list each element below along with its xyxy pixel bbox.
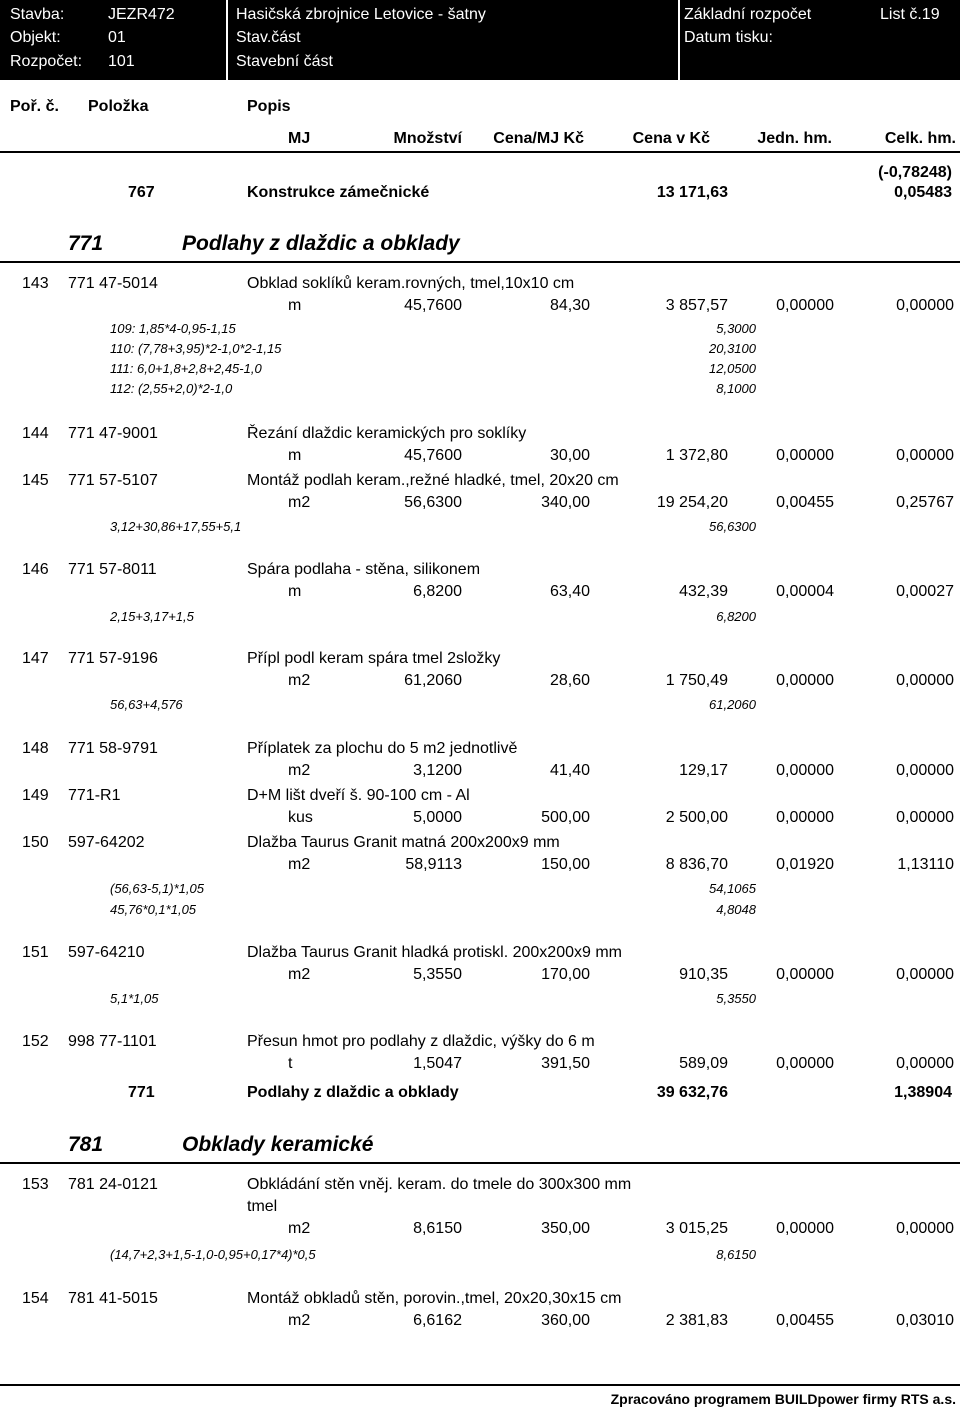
section-771-line [0,261,960,263]
item-unit-price: 170,00 [541,966,590,983]
item-unit: t [288,1055,293,1072]
item-description: Obkládání stěn vněj. keram. do tmele do 300x300 mm [247,1176,632,1193]
section-781-code: 781 [68,1133,104,1156]
calc-value: 56,6300 [709,519,756,534]
item-description-cont: tmel [247,1198,278,1215]
item-total-mass: 0,00000 [896,762,954,779]
header-divider [226,0,228,80]
item-unit: kus [288,809,313,826]
section-781-title: Obklady keramické [182,1133,374,1156]
item-quantity: 6,6162 [413,1312,462,1329]
item-description: Spára podlaha - stěna, silikonem [247,561,481,578]
item-quantity: 5,0000 [413,809,462,826]
item-total-mass: 0,00000 [896,1220,954,1237]
item-code: 781 41-5015 [68,1290,158,1307]
row-number: 150 [22,834,49,851]
item-unit-mass: 0,00455 [776,1312,834,1329]
calc-expression: 109: 1,85*4-0,95-1,15 [110,321,236,336]
item-unit-price: 360,00 [541,1312,590,1329]
item-unit-mass: 0,00004 [776,583,834,600]
item-price: 589,09 [679,1055,728,1072]
list-number: List č.19 [880,6,940,23]
calc-value: 8,1000 [716,381,756,396]
item-unit-mass: 0,00000 [776,1220,834,1237]
item-unit-price: 340,00 [541,494,590,511]
col-mj: MJ [288,130,311,147]
item-total-mass: 0,00027 [896,583,954,600]
item-quantity: 8,6150 [413,1220,462,1237]
calc-value: 6,8200 [716,609,756,624]
item-description: Montáž podlah keram.,režné hladké, tmel, 20x20 cm [247,472,619,489]
item-description: Obklad soklíků keram.rovných, tmel,10x10 cm [247,275,575,292]
summary-767-mass: 0,05483 [894,184,952,201]
item-unit: m2 [288,966,311,983]
item-unit: m2 [288,494,311,511]
item-total-mass: 0,00000 [896,672,954,689]
item-price: 8 836,70 [665,856,728,873]
item-unit-mass: 0,00000 [776,1055,834,1072]
item-quantity: 45,7600 [404,297,462,314]
objekt-name: Stav.část [236,29,301,46]
header-divider [678,0,680,80]
item-quantity: 61,2060 [404,672,462,689]
summary-771-code: 771 [128,1084,155,1101]
item-total-mass: 0,00000 [896,809,954,826]
stavba-code: JEZR472 [108,6,175,23]
item-quantity: 6,8200 [413,583,462,600]
item-description: Montáž obkladů stěn, porovin.,tmel, 20x20,30x15 cm [247,1290,622,1307]
calc-value: 5,3550 [716,991,756,1006]
item-unit: m [288,297,302,314]
item-unit-mass: 0,00000 [776,447,834,464]
item-price: 1 750,49 [665,672,728,689]
item-code: 771-R1 [68,787,121,804]
datum-tisku: Datum tisku: [684,29,773,46]
stavba-label: Stavba: [10,6,65,23]
item-price: 19 254,20 [656,494,728,511]
calc-value: 5,3000 [716,321,756,336]
item-unit-price: 28,60 [549,672,590,689]
item-price: 432,39 [679,583,728,600]
item-unit-mass: 0,00455 [776,494,834,511]
item-code: 998 77-1101 [68,1033,157,1050]
item-quantity: 45,7600 [404,447,462,464]
row-number: 144 [22,425,49,442]
stavba-name: Hasičská zbrojnice Letovice - šatny [236,6,486,23]
row-number: 154 [22,1290,49,1307]
calc-expression: (56,63-5,1)*1,05 [110,881,204,896]
item-description: Dlažba Taurus Granit matná 200x200x9 mm [247,834,560,851]
footer-line [0,1384,960,1386]
calc-expression: 56,63+4,576 [110,697,183,712]
item-description: D+M lišt dveří š. 90-100 cm - Al [247,787,470,804]
calc-value: 8,6150 [716,1247,756,1262]
item-unit-price: 150,00 [541,856,590,873]
item-description: Přesun hmot pro podlahy z dlaždic, výšky do 6 m [247,1033,595,1050]
row-number: 149 [22,787,49,804]
item-unit-mass: 0,00000 [776,809,834,826]
row-number: 151 [22,944,49,961]
item-unit: m [288,447,302,464]
row-number: 143 [22,275,49,292]
item-unit-price: 63,40 [549,583,590,600]
item-total-mass: 0,03010 [896,1312,954,1329]
item-unit-price: 30,00 [549,447,590,464]
col-cena: Cena v Kč [632,130,710,147]
col-polozka: Položka [88,98,149,115]
item-description: Dlažba Taurus Granit hladká protiskl. 200x200x9 mm [247,944,622,961]
calc-expression: (14,7+2,3+1,5-1,0-0,95+0,17*4)*0,5 [110,1247,316,1262]
item-code: 781 24-0121 [68,1176,158,1193]
calc-value: 54,1065 [709,881,756,896]
row-number: 148 [22,740,49,757]
item-code: 597-64210 [68,944,145,961]
item-unit-mass: 0,00000 [776,297,834,314]
item-total-mass: 0,00000 [896,966,954,983]
item-total-mass: 1,13110 [897,856,954,873]
item-description: Přípl podl keram spára tmel 2složky [247,650,501,667]
item-total-mass: 0,25767 [896,494,954,511]
item-unit-mass: 0,00000 [776,672,834,689]
col-cena-mj: Cena/MJ Kč [493,130,584,147]
item-unit-mass: 0,00000 [776,966,834,983]
item-total-mass: 0,00000 [896,297,954,314]
item-code: 597-64202 [68,834,145,851]
item-description: Řezání dlaždic keramických pro soklíky [247,425,527,442]
calc-value: 20,3100 [709,341,756,356]
calc-expression: 2,15+3,17+1,5 [110,609,194,624]
summary-767-code: 767 [128,184,155,201]
summary-767-price: 13 171,63 [656,184,728,201]
footer-text: Zpracováno programem BUILDpower firmy RTS a.s. [610,1391,956,1407]
item-quantity: 5,3550 [413,966,462,983]
row-number: 146 [22,561,49,578]
item-unit-price: 84,30 [549,297,590,314]
header-divider-line [0,151,960,153]
item-description: Příplatek za plochu do 5 m2 jednotlivě [247,740,518,757]
item-unit-mass: 0,00000 [776,762,834,779]
item-unit: m2 [288,762,311,779]
calc-value: 61,2060 [709,697,756,712]
calc-expression: 5,1*1,05 [110,991,159,1006]
item-code: 771 57-5107 [68,472,158,489]
item-unit: m2 [288,856,311,873]
rozpocet-label: Rozpočet: [10,53,83,70]
rozpocet-code: 101 [108,53,135,70]
item-code: 771 58-9791 [68,740,158,757]
item-unit: m2 [288,672,311,689]
item-unit-price: 391,50 [541,1055,590,1072]
item-price: 3 015,25 [665,1220,728,1237]
summary-771-name: Podlahy z dlaždic a obklady [247,1084,459,1101]
item-price: 910,35 [679,966,728,983]
item-unit: m2 [288,1312,311,1329]
item-quantity: 58,9113 [405,856,462,873]
item-code: 771 47-5014 [68,275,158,292]
row-number: 147 [22,650,49,667]
summary-767-mass-top: (-0,78248) [878,164,952,181]
objekt-code: 01 [108,29,126,46]
col-popis: Popis [247,98,291,115]
summary-771-price: 39 632,76 [656,1084,728,1101]
col-por: Poř. č. [10,98,59,115]
col-celk-hm: Celk. hm. [884,130,956,147]
zakladni-rozpocet: Základní rozpočet [684,6,812,23]
item-unit-price: 500,00 [541,809,590,826]
item-unit-mass: 0,01920 [776,856,834,873]
item-price: 129,17 [679,762,728,779]
item-price: 2 500,00 [665,809,728,826]
item-unit: m [288,583,302,600]
calc-expression: 110: (7,78+3,95)*2-1,0*2-1,15 [110,341,282,356]
col-mnozstvi: Množství [393,130,462,147]
item-code: 771 57-9196 [68,650,158,667]
item-unit-price: 350,00 [541,1220,590,1237]
calc-expression: 45,76*0,1*1,05 [110,902,197,917]
summary-767-name: Konstrukce zámečnické [247,184,430,201]
item-code: 771 57-8011 [68,561,157,578]
item-price: 1 372,80 [665,447,728,464]
calc-value: 12,0500 [709,361,756,376]
row-number: 145 [22,472,49,489]
summary-771-mass: 1,38904 [894,1084,952,1101]
item-quantity: 3,1200 [413,762,462,779]
row-number: 153 [22,1176,49,1193]
item-price: 2 381,83 [665,1312,728,1329]
item-price: 3 857,57 [665,297,728,314]
rozpocet-name: Stavební část [236,53,333,70]
row-number: 152 [22,1033,49,1050]
item-quantity: 1,5047 [413,1055,462,1072]
calc-expression: 111: 6,0+1,8+2,8+2,45-1,0 [110,361,262,376]
item-quantity: 56,6300 [404,494,462,511]
section-771-code: 771 [68,232,104,255]
objekt-label: Objekt: [10,29,61,46]
calc-expression: 112: (2,55+2,0)*2-1,0 [110,381,233,396]
calc-expression: 3,12+30,86+17,55+5,1 [110,519,242,534]
calc-value: 4,8048 [716,902,756,917]
section-771-title: Podlahy z dlaždic a obklady [182,232,460,255]
item-code: 771 47-9001 [68,425,158,442]
section-781-line [0,1162,960,1164]
item-unit-price: 41,40 [549,762,590,779]
item-total-mass: 0,00000 [896,1055,954,1072]
item-unit: m2 [288,1220,311,1237]
col-jedn-hm: Jedn. hm. [757,130,832,147]
item-total-mass: 0,00000 [896,447,954,464]
